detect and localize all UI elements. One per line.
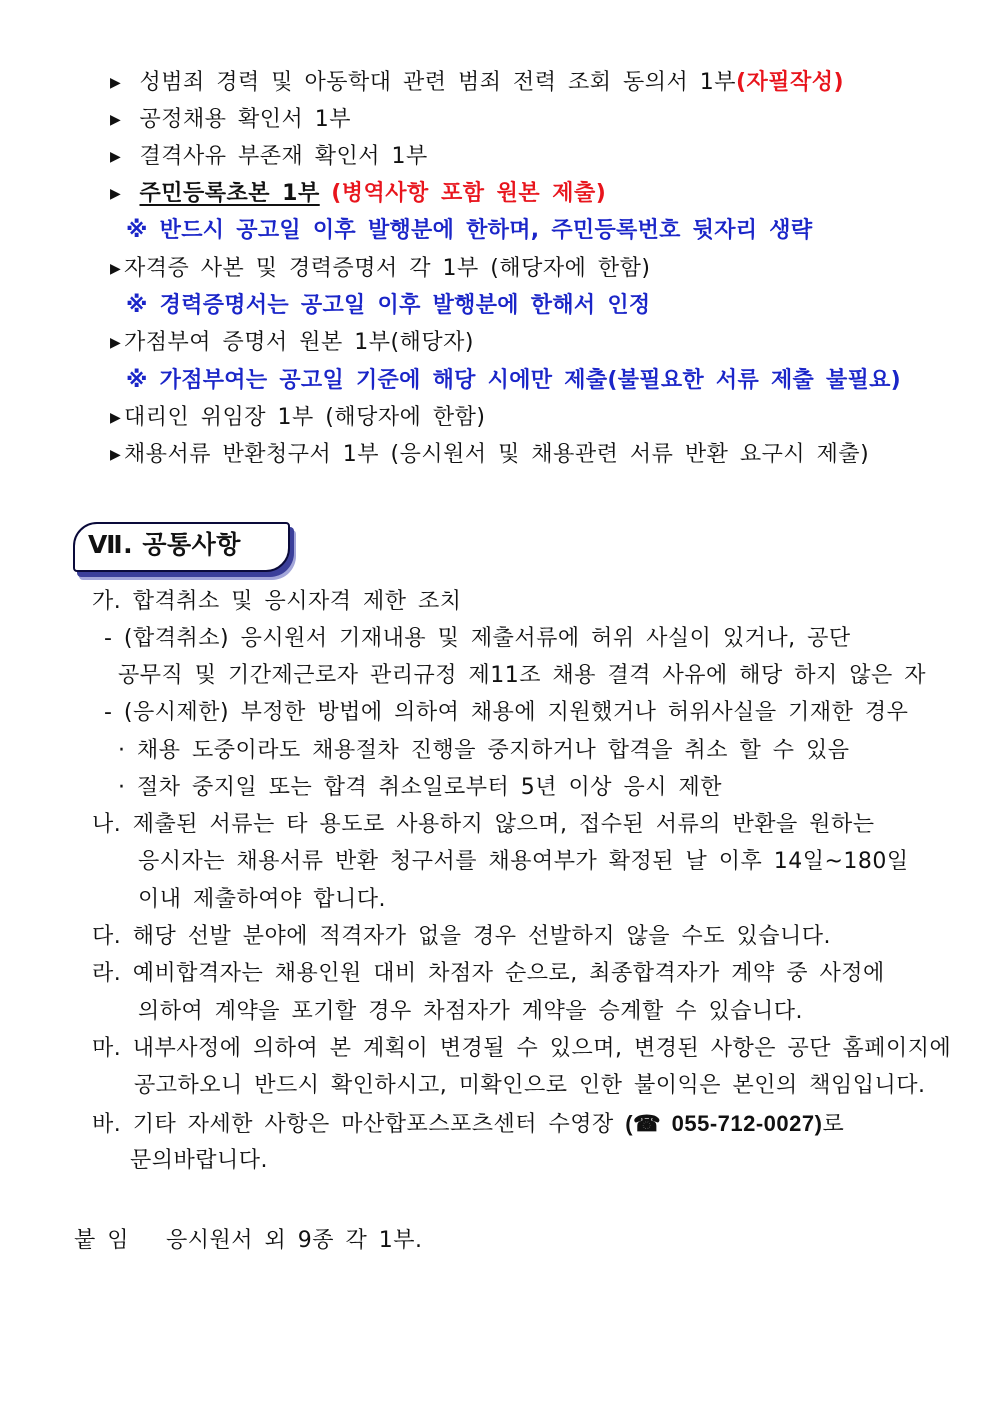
contact-line: 바. 기타 자세한 사항은 마산합포스포츠센터 수영장 (☎ 055-712-0027)로 <box>92 1111 845 1137</box>
paragraph-line: · 절차 중지일 또는 합격 취소일로부터 5년 이상 응시 제한 <box>118 775 722 800</box>
note-text: ※ 반드시 공고일 이후 발행분에 한하며, 주민등록번호 뒷자리 생략 <box>126 218 813 243</box>
attachment-label: 붙 임 <box>74 1228 129 1253</box>
list-item: ▶ 공정채용 확인서 1부 <box>110 105 351 135</box>
list-item: ▶ 주민등록초본 1부 (병역사항 포함 원본 제출) <box>110 179 606 209</box>
triangle-bullet-icon: ▶ <box>110 410 122 426</box>
paragraph-line: 공고하오니 반드시 확인하시고, 미확인으로 인한 불이익은 본인의 책임입니다. <box>134 1073 926 1098</box>
paragraph-line: 공무직 및 기간제근로자 관리규정 제11조 채용 결격 사유에 해당 하지 않은 자 <box>118 663 926 688</box>
triangle-bullet-icon: ▶ <box>110 335 122 351</box>
paragraph-line: 의하여 계약을 포기할 경우 차점자가 계약을 승계할 수 있습니다. <box>138 999 803 1024</box>
triangle-bullet-icon: ▶ <box>110 149 122 165</box>
triangle-bullet-icon: ▶ <box>110 261 122 277</box>
triangle-bullet-icon: ▶ <box>110 112 122 128</box>
list-item: ▶ 성범죄 경력 및 아동학대 관련 범죄 전력 조회 동의서 1부(자필작성) <box>110 68 844 98</box>
paragraph-line: 나. 제출된 서류는 타 용도로 사용하지 않으며, 접수된 서류의 반환을 원하는 <box>92 812 875 837</box>
attachment-text: 응시원서 외 9종 각 1부. <box>166 1228 423 1253</box>
list-item: ▶ 대리인 위임장 1부 (해당자에 한함) <box>110 403 485 433</box>
triangle-bullet-icon: ▶ <box>110 447 122 463</box>
attachment-line <box>74 1226 422 1256</box>
phone-number: (☎ 055-712-0027) <box>625 1111 823 1136</box>
paragraph-line: - (응시제한) 부정한 방법에 의하여 채용에 지원했거나 허위사실을 기재한 경우 <box>104 700 909 725</box>
triangle-bullet-icon: ▶ <box>110 186 122 202</box>
note-text: ※ 경력증명서는 공고일 이후 발행분에 한해서 인정 <box>126 293 651 318</box>
paragraph-line: 마. 내부사정에 의하여 본 계획이 변경될 수 있으며, 변경된 사항은 공단 홈페이지에 <box>92 1036 952 1061</box>
list-item: ▶ 가점부여 증명서 원본 1부(해당자) <box>110 328 474 358</box>
section-title: Ⅶ. 공통사항 <box>88 530 241 559</box>
paragraph-line: 이내 제출하여야 합니다. <box>138 887 387 912</box>
paragraph-line: · 채용 도중이라도 채용절차 진행을 중지하거나 합격을 취소 할 수 있음 <box>118 738 850 763</box>
paragraph-line: 가. 합격취소 및 응시자격 제한 조치 <box>92 589 462 614</box>
paragraph-line: 다. 해당 선발 분야에 적격자가 없을 경우 선발하지 않을 수도 있습니다. <box>92 924 831 949</box>
triangle-bullet-icon: ▶ <box>110 75 122 91</box>
list-item: ▶ 결격사유 부존재 확인서 1부 <box>110 142 428 172</box>
paragraph-line: 문의바랍니다. <box>130 1148 269 1173</box>
list-item: ▶ 채용서류 반환청구서 1부 (응시원서 및 채용관련 서류 반환 요구시 제출) <box>110 440 869 470</box>
paragraph-line: 응시자는 채용서류 반환 청구서를 채용여부가 확정된 날 이후 14일~180일 <box>138 849 909 874</box>
paragraph-line: 라. 예비합격자는 채용인원 대비 차점자 순으로, 최종합격자가 계약 중 사정에 <box>92 961 885 986</box>
list-item: ▶ 자격증 사본 및 경력증명서 각 1부 (해당자에 한함) <box>110 254 650 284</box>
note-text: ※ 가점부여는 공고일 기준에 해당 시에만 제출(불필요한 서류 제출 불필요) <box>126 368 902 393</box>
paragraph-line: - (합격취소) 응시원서 기재내용 및 제출서류에 허위 사실이 있거나, 공단 <box>104 626 851 651</box>
